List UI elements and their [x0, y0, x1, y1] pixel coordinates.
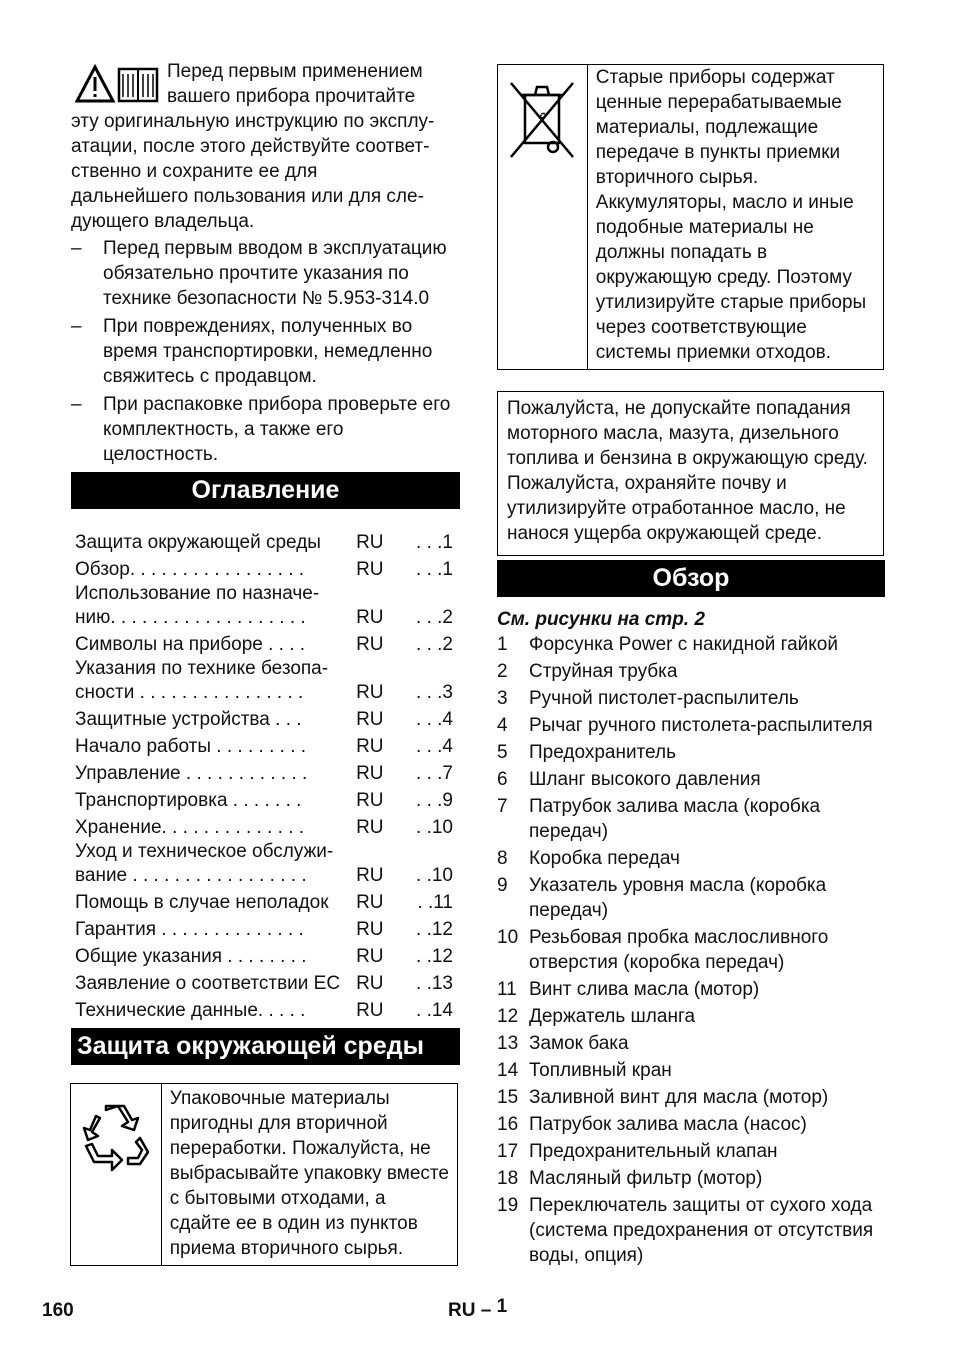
overview-item-text: Замок бака — [529, 1033, 629, 1054]
toc-list — [75, 528, 461, 1023]
overview-item — [497, 873, 889, 923]
toc-item-title: Уход и техническое обслужи-вание . . . . . . . . . . . . . . . . . — [75, 841, 334, 886]
toc-item — [75, 732, 461, 759]
toc-item-title: Защитные устройства . . . — [75, 709, 302, 730]
toc-item-page: . . .9 — [416, 790, 453, 811]
footer-lang: RU — [448, 1300, 476, 1321]
overview-item-text: Масляный фильтр (мотор) — [529, 1168, 763, 1189]
toc-item-lang: RU — [356, 817, 384, 838]
toc-item-page: . .12 — [416, 919, 453, 940]
toc-item-lang: RU — [356, 559, 384, 580]
toc-item-lang: RU — [356, 607, 384, 628]
oil-text: Пожалуйста, не допускайте попадания моторного масла, мазута, дизельного топлива и бензина в окружающую среду. Пожалуйста, охраняйте почву и утилизируйте отработанное масло, не нанося ущерба окружающей среде. — [507, 398, 868, 544]
warning-icons — [75, 64, 161, 111]
toc-item — [75, 630, 461, 657]
footer-section-page: 1 — [496, 1296, 508, 1317]
warning-triangle-icon — [75, 64, 161, 104]
overview-item-number: 8 — [497, 848, 508, 869]
toc-item — [75, 759, 461, 786]
toc-item-page: . .10 — [416, 865, 453, 886]
recycle-icon — [78, 1100, 154, 1176]
overview-item-number: 12 — [497, 1006, 519, 1027]
intro-bullet: – При повреждениях, полученных во время транспортировки, немедленно свяжитесь с продавцом. — [71, 314, 461, 389]
intro-bullet: – При распаковке прибора проверьте его комплектность, а также его целостность. — [71, 392, 461, 467]
weee-notice-box — [497, 64, 884, 370]
recycle-icon-cell — [71, 1084, 162, 1265]
toc-item-title: Защита окружающей среды — [75, 532, 321, 553]
intro-bullet-list — [71, 234, 461, 467]
svg-text:♻: ♻ — [539, 111, 548, 121]
overview-list — [497, 632, 889, 1270]
toc-item — [75, 915, 461, 942]
toc-item-title: Символы на приборе . . . . — [75, 634, 306, 655]
overview-item-text: Винт слива масла (мотор) — [529, 979, 760, 1000]
toc-item-page: . .11 — [417, 892, 453, 913]
overview-item-number: 1 — [497, 634, 508, 655]
overview-item-text: Патрубок залива масла (коробка передач) — [529, 796, 821, 842]
overview-item-number: 13 — [497, 1033, 519, 1054]
overview-item-text: Предохранительный клапан — [529, 1141, 778, 1162]
overview-item-number: 5 — [497, 742, 508, 763]
toc-item-page: . .12 — [416, 946, 453, 967]
overview-item-text: Патрубок залива масла (насос) — [529, 1114, 807, 1135]
overview-item-text: Переключатель защиты от сухого хода (система предохранения от отсутствия воды, опция) — [529, 1195, 874, 1266]
overview-item-number: 16 — [497, 1114, 519, 1135]
manual-book-icon — [119, 69, 157, 101]
overview-item — [497, 977, 889, 1002]
toc-item-title: Хранение. . . . . . . . . . . . . . — [75, 817, 305, 838]
toc-item — [75, 969, 461, 996]
page-number: 160 — [42, 1300, 74, 1321]
toc-item-title: Общие указания . . . . . . . . — [75, 946, 307, 967]
toc-item — [75, 888, 461, 915]
overview-item-number: 19 — [497, 1195, 519, 1216]
oil-notice-box — [497, 391, 884, 556]
toc-item-title: Начало работы . . . . . . . . . — [75, 736, 307, 757]
toc-item-lang: RU — [356, 946, 384, 967]
toc-item — [75, 813, 461, 840]
toc-item-title: Использование по назначе-нию. . . . . . . . . . . . . . . . . . . — [75, 583, 320, 628]
overview-item-text: Ручной пистолет-распылитель — [529, 688, 799, 709]
toc-item-lang: RU — [356, 865, 384, 886]
overview-item — [497, 794, 889, 844]
toc-item-page: . . .4 — [416, 709, 453, 730]
toc-item-page: . . .3 — [416, 682, 453, 703]
weee-text: Старые приборы содержат ценные перерабатываемые материалы, подлежащие передаче в пункты приемки вторичного сырья. Аккумуляторы, масло и иные подобные материалы не должны попадать в окружающую среду. Поэтому утилизируйте старые приборы через соответствующие системы приемки отходов. — [595, 67, 867, 363]
intro-line-1: Перед первым применением — [167, 61, 423, 82]
overview-item-number: 7 — [497, 796, 508, 817]
overview-item — [497, 1058, 889, 1083]
toc-item-page: . .14 — [416, 1000, 453, 1021]
overview-item-number: 14 — [497, 1060, 519, 1081]
overview-item — [497, 686, 889, 711]
toc-item-page: . . .7 — [416, 763, 453, 784]
overview-item — [497, 659, 889, 684]
toc-item-lang: RU — [356, 532, 384, 553]
see-figure-note: См. рисунки на стр. 2 — [497, 609, 705, 630]
overview-item-text: Предохранитель — [529, 742, 676, 763]
toc-item-page: . .13 — [416, 973, 453, 994]
overview-item — [497, 713, 889, 738]
toc-item — [75, 528, 461, 555]
toc-item-title: Транспортировка . . . . . . . — [75, 790, 302, 811]
env-heading: Защита окружающей среды — [71, 1028, 460, 1065]
toc-item-lang: RU — [356, 736, 384, 757]
toc-item — [75, 555, 461, 582]
overview-item — [497, 1004, 889, 1029]
toc-item-title: Заявление о соответствии ЕС — [75, 973, 341, 994]
overview-item-number: 9 — [497, 875, 508, 896]
overview-item-number: 15 — [497, 1087, 519, 1108]
toc-item-page: . . .2 — [416, 634, 453, 655]
overview-item — [497, 1085, 889, 1110]
toc-item-lang: RU — [356, 790, 384, 811]
toc-item-title: Гарантия . . . . . . . . . . . . . . — [75, 919, 304, 940]
toc-item — [75, 996, 461, 1023]
overview-item-text: Держатель шланга — [529, 1006, 696, 1027]
overview-item-number: 2 — [497, 661, 508, 682]
toc-item-page: . . .2 — [416, 607, 453, 628]
intro-line-2: вашего прибора прочитайте — [167, 86, 416, 107]
intro-line-3: эту оригинальную инструкцию по эксплу- — [71, 111, 435, 132]
toc-item-lang: RU — [356, 763, 384, 784]
toc-item-title: Управление . . . . . . . . . . . . — [75, 763, 308, 784]
toc-item-lang: RU — [356, 634, 384, 655]
overview-item — [497, 767, 889, 792]
crossed-bin-icon — [507, 79, 577, 161]
toc-item — [75, 705, 461, 732]
overview-item — [497, 1031, 889, 1056]
toc-heading: Оглавление — [71, 472, 460, 509]
overview-item — [497, 1193, 889, 1268]
overview-item-text: Форсунка Power с накидной гайкой — [529, 634, 838, 655]
toc-item-title: Указания по технике безопа-сности . . . . . . . . . . . . . . . . — [75, 658, 329, 703]
intro-line-4: атации, после этого действуйте соответ- — [71, 136, 430, 157]
overview-item — [497, 1139, 889, 1164]
overview-item-text: Указатель уровня масла (коробка передач) — [529, 875, 827, 921]
overview-item-number: 17 — [497, 1141, 519, 1162]
overview-item — [497, 846, 889, 871]
overview-item-number: 6 — [497, 769, 508, 790]
toc-item-lang: RU — [356, 919, 384, 940]
overview-item-text: Струйная трубка — [529, 661, 678, 682]
toc-item-page: . . .1 — [416, 532, 453, 553]
weee-icon-cell — [498, 65, 588, 369]
overview-item-number: 10 — [497, 927, 519, 948]
overview-item-text: Резьбовая пробка маслосливного отверстия (коробка передач) — [529, 927, 829, 973]
toc-item — [75, 786, 461, 813]
overview-item-text: Шланг высокого давления — [529, 769, 761, 790]
toc-item-title: Технические данные. . . . . — [75, 1000, 306, 1021]
overview-heading: Обзор — [497, 560, 885, 597]
toc-item-page: . . .1 — [416, 559, 453, 580]
overview-item-number: 18 — [497, 1168, 519, 1189]
toc-item-lang: RU — [356, 682, 384, 703]
overview-item-number: 3 — [497, 688, 508, 709]
intro-bullet: – Перед первым вводом в эксплуатацию обязательно прочтите указания по технике безопасности № 5.953-314.0 — [71, 236, 461, 311]
recycle-notice-box — [70, 1083, 458, 1266]
toc-item-lang: RU — [356, 973, 384, 994]
overview-item — [497, 740, 889, 765]
toc-item — [75, 582, 461, 630]
toc-item-lang: RU — [356, 709, 384, 730]
toc-item — [75, 840, 461, 888]
toc-item — [75, 942, 461, 969]
overview-item-text: Рычаг ручного пистолета-распылителя — [529, 715, 873, 736]
toc-item — [75, 657, 461, 705]
overview-item-text: Заливной винт для масла (мотор) — [529, 1087, 829, 1108]
overview-item-text: Топливный кран — [529, 1060, 672, 1081]
intro-line-7: дующего владельца. — [71, 211, 255, 232]
toc-item-title: Помощь в случае неполадок — [75, 892, 329, 913]
overview-item — [497, 1112, 889, 1137]
footer-dash: – — [480, 1300, 492, 1321]
intro-line-5: ственно и сохраните ее для — [71, 161, 318, 182]
footer-section — [448, 1298, 507, 1323]
overview-item-number: 11 — [497, 979, 517, 1000]
toc-item-page: . . .4 — [416, 736, 453, 757]
overview-item-text: Коробка передач — [529, 848, 680, 869]
overview-item-number: 4 — [497, 715, 508, 736]
overview-item — [497, 1166, 889, 1191]
recycle-text: Упаковочные материалы пригодны для вторичной переработки. Пожалуйста, не выбрасывайте упаковку вместе с бытовыми отходами, а сдайте ее в один из пунктов приема вторичного сырья. — [169, 1088, 449, 1259]
toc-item-lang: RU — [356, 1000, 384, 1021]
toc-item-title: Обзор. . . . . . . . . . . . . . . . . — [75, 559, 305, 580]
overview-item — [497, 925, 889, 975]
toc-item-page: . .10 — [416, 817, 453, 838]
intro-line-6: дальнейшего пользования или для сле- — [71, 186, 424, 207]
overview-item — [497, 632, 889, 657]
toc-item-lang: RU — [356, 892, 384, 913]
